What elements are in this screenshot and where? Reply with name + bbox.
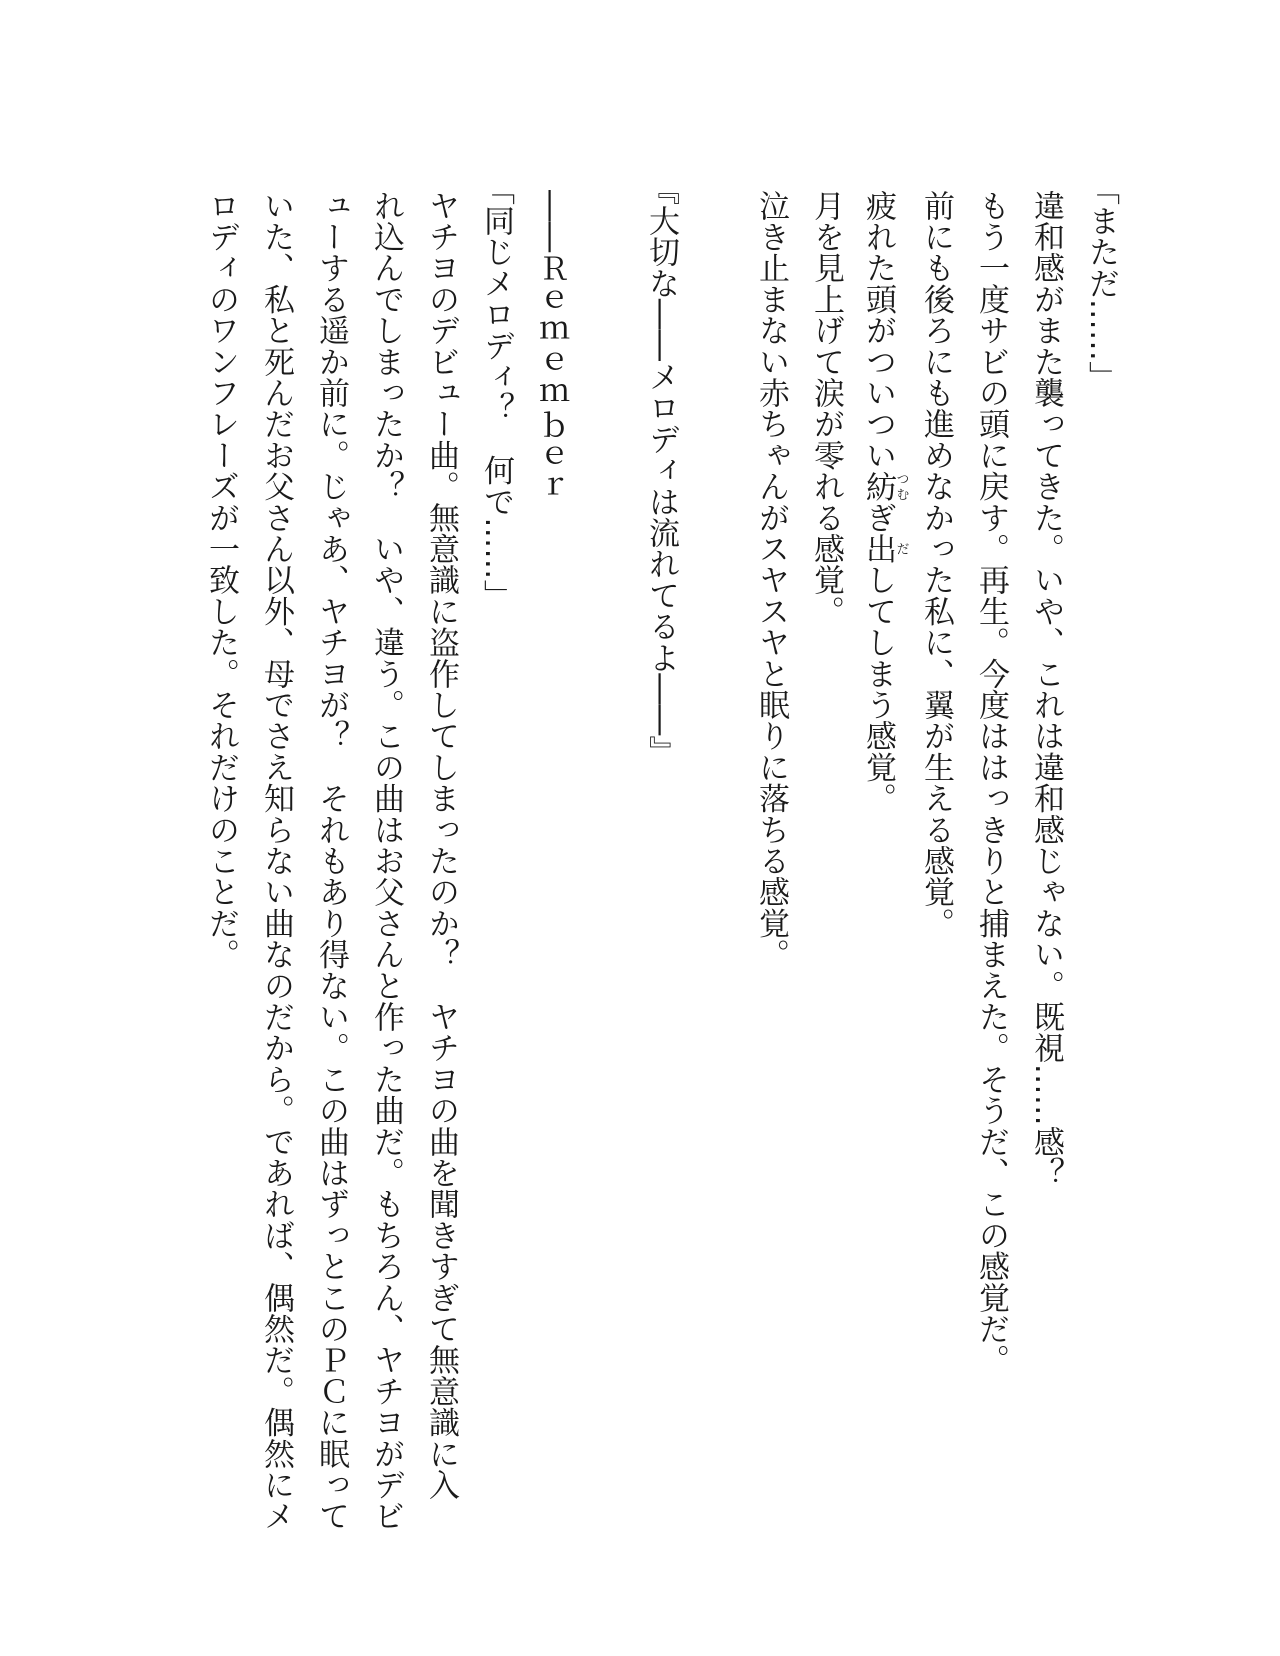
- song-lyric-line: 『大切な――メロディは流れてるよ――』: [643, 174, 679, 767]
- text-segment: ぎ: [860, 502, 896, 534]
- ruby-da: [860, 533, 909, 565]
- text-column: ヤチヨのデビュー曲。無意識に盗作してしまったのか？ ヤチヨの曲を聞きすぎて無意識に入: [423, 190, 459, 1501]
- text-column: [633, 174, 688, 1590]
- text-column: 違和感がまた襲ってきた。いや、これは違和感じゃない。既視……感？: [1028, 190, 1064, 1189]
- text-column: いた、私と死んだお父さん以外、母でさえ知らない曲なのだから。であれば、偶然だ。偶然にメ: [258, 190, 294, 1532]
- dialogue-line: 「同じメロディ？ 何で……」: [478, 174, 514, 611]
- text-segment: してしまう感覚。: [860, 564, 896, 815]
- text-column: [1073, 174, 1128, 1590]
- text-column: 前にも後ろにも進めなかった私に、翼が生える感覚。: [918, 190, 954, 939]
- text-column: もう一度サビの頭に戻す。再生。今度ははっきりと捕まえた。そうだ、この感覚だ。: [973, 190, 1009, 1376]
- ruby-base: 紡: [860, 470, 896, 503]
- ruby-base: 出: [860, 533, 896, 565]
- ruby-tsumu: [860, 470, 909, 503]
- blank-line: [688, 190, 743, 1590]
- text-column: 月を見上げて涙が零れる感覚。: [808, 190, 844, 627]
- text-column: ロディのワンフレーズが一致した。それだけのことだ。: [203, 190, 239, 970]
- ruby-reading: つむ: [893, 470, 909, 502]
- text-column: ューする遥か前に。じゃあ、ヤチヨが？ それもあり得ない。この曲はずっとこのＰＣに眠って: [313, 190, 349, 1532]
- dialogue-line: 「まただ……」: [1083, 174, 1119, 393]
- text-column: 泣き止まない赤ちゃんがスヤスヤと眠りに落ちる感覚。: [753, 190, 789, 970]
- text-column: ――Ｒｅｍｅｍｂｅｒ: [533, 190, 569, 502]
- text-column-with-ruby: [853, 190, 908, 1590]
- text-column: [468, 174, 523, 1590]
- blank-line: [578, 190, 633, 1590]
- vertical-text-page: [193, 174, 1128, 1590]
- text-segment: 疲れた頭がついつい: [860, 190, 896, 471]
- ruby-reading: だ: [893, 533, 909, 565]
- text-column: れ込んでしまったか？ いや、違う。この曲はお父さんと作った曲だ。もちろん、ヤチヨがデビ: [368, 190, 404, 1532]
